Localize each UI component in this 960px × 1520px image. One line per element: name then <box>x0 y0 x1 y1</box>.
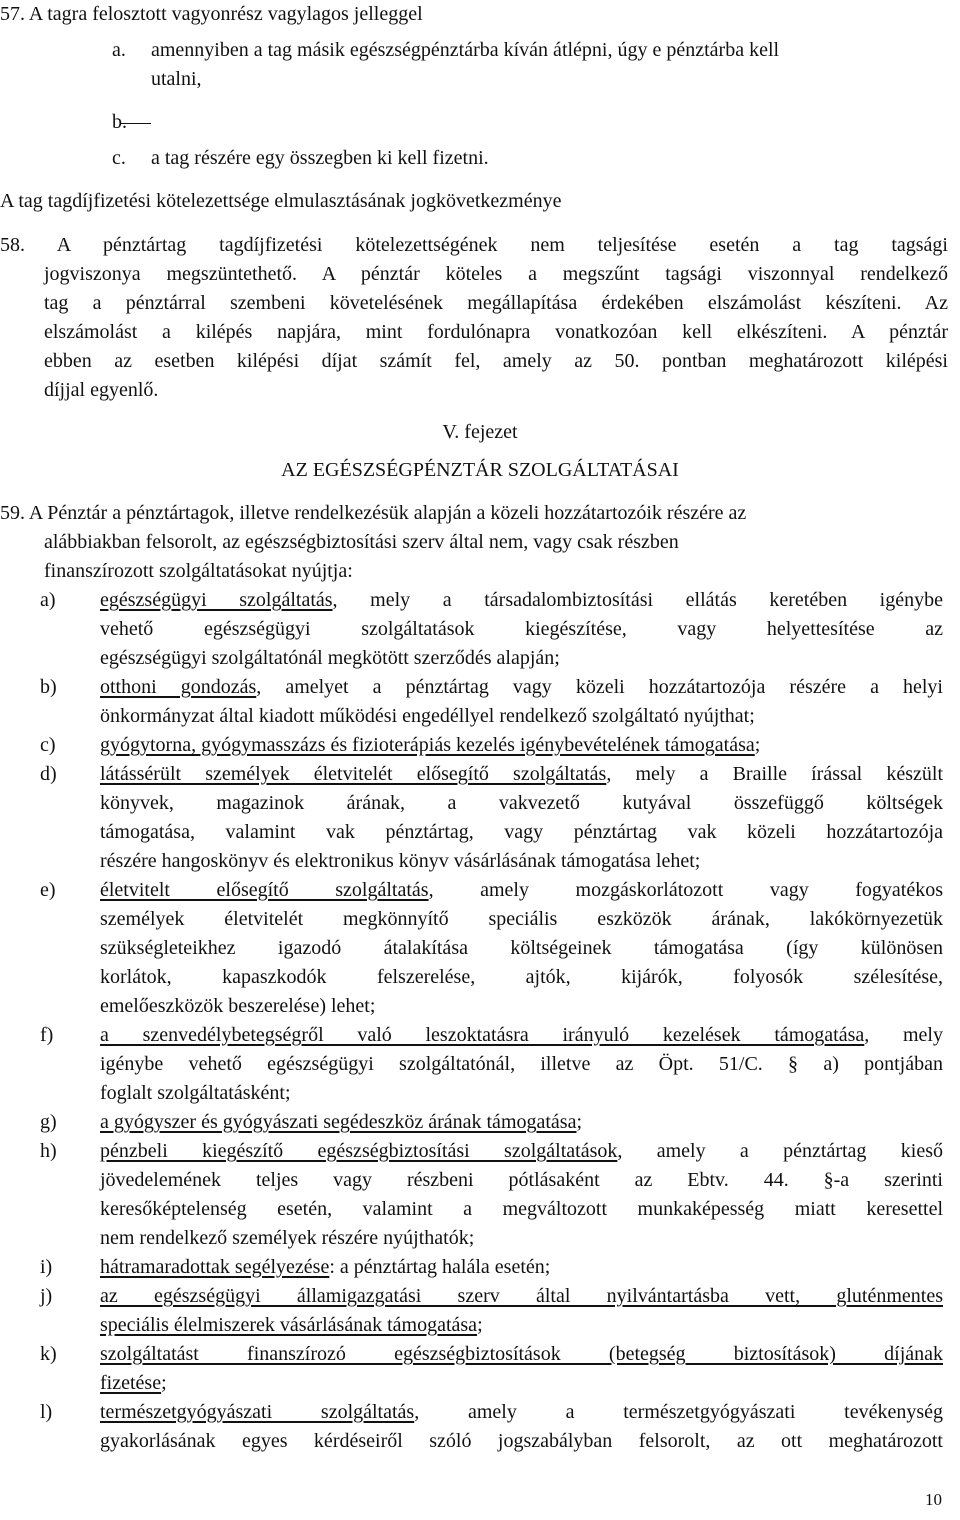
list-label-k: k) <box>40 1343 57 1365</box>
list-e-line-4: korlátok, kapaszkodók felszerelése, ajtók, kijárók, folyosók szélesítése, <box>100 966 943 988</box>
list-h-line-4: nem rendelkező személyek részére nyújthatók; <box>100 1227 475 1249</box>
list-k-line-1 <box>100 1340 943 1369</box>
list-g-text: ; <box>576 1111 583 1133</box>
list-label-i: i) <box>40 1256 53 1278</box>
list-b-text: , amelyet a pénztártag vagy közeli hozzátartozója részére a helyi <box>256 676 943 698</box>
item-58-line-5: ebben az esetben kilépési díjat számít fel, amely az 50. pontban meghatározott kilépési <box>44 350 948 372</box>
list-c-text: ; <box>754 734 761 756</box>
list-h-term: pénzbeli kiegészítő egészségbiztosítási szolgáltatások <box>100 1140 618 1162</box>
list-j-line-1 <box>100 1282 943 1311</box>
list-c-term: gyógytorna, gyógymasszázs és fizioterápiás kezelés igénybevételének támogatása <box>100 734 755 756</box>
list-label-e: e) <box>40 879 56 901</box>
chapter-title: AZ EGÉSZSÉGPÉNZTÁR SZOLGÁLTATÁSAI <box>281 459 679 481</box>
list-k-text: ; <box>161 1372 167 1394</box>
list-f-text: , mely <box>864 1024 943 1046</box>
item-57-a-line-2: utalni, <box>151 68 202 90</box>
page-number: 10 <box>925 1490 942 1509</box>
list-b-line-2: önkormányzat által kiadott működési engedéllyel rendelkező szolgáltató nyújthat; <box>100 705 755 727</box>
item-58-line-1: 58. A pénztártag tagdíjfizetési kötelezettségének nem teljesítése esetén a tag tagsági <box>0 234 948 256</box>
list-e-line-5: emelőeszközök beszerelése) lehet; <box>100 995 376 1017</box>
list-d-term: látássérült személyek életvitelét elősegítő szolgáltatás <box>100 763 607 785</box>
list-e-term: életvitelt elősegítő szolgáltatás <box>100 879 429 901</box>
list-d-line-1 <box>100 760 943 789</box>
item-57-heading: 57. A tagra felosztott vagyonrész vagylagos jelleggel <box>0 3 423 25</box>
list-h-text: , amely a pénztártag kieső <box>617 1140 943 1162</box>
list-l-line-1 <box>100 1398 943 1427</box>
list-e-text: , amely mozgáskorlátozott vagy fogyatékos <box>428 879 943 901</box>
list-k-term: szolgáltatást finanszírozó egészségbiztosítások (betegség biztosítások) díjának <box>100 1343 943 1365</box>
list-j-term: az egészségügyi államigazgatási szerv által nyilvántartásba vett, gluténmentes <box>100 1285 943 1307</box>
list-e-line-3: szükségleteikhez igazodó átalakítása költségeinek támogatása (így különösen <box>100 937 943 959</box>
list-i-text: : a pénztártag halála esetén; <box>329 1256 551 1278</box>
list-a-line-1 <box>100 586 943 615</box>
item-59-line-2: alábbiakban felsorolt, az egészségbiztosítási szerv által nem, vagy csak részben <box>44 531 679 553</box>
list-b-line-1 <box>100 673 943 702</box>
item-58-line-2: jogviszonya megszüntethető. A pénztár köteles a megszűnt tagsági viszonnyal rendelkező <box>44 263 948 285</box>
list-f-line-2: igénybe vehető egészségügyi szolgáltatónál, illetve az Öpt. 51/C. § a) pontjában <box>100 1053 943 1075</box>
item-58-line-3: tag a pénztárral szembeni követelésének megállapítása érdekében elszámolást készíteni. Az <box>44 292 948 314</box>
list-label-d: d) <box>40 763 57 785</box>
list-f-term: a szenvedélybetegségről való leszoktatásra irányuló kezelések támogatása <box>100 1024 865 1046</box>
list-d-line-2: könyvek, magazinok árának, a vakvezető kutyával összefüggő költségek <box>100 792 943 814</box>
list-l-line-2: gyakorlásának egyes kérdéseiről szóló jogszabályban felsorolt, az ott meghatározott <box>100 1430 943 1452</box>
list-b-term: otthoni gondozás <box>100 676 257 698</box>
list-label-l: l) <box>40 1401 53 1423</box>
item-58-line-6: díjjal egyenlő. <box>44 379 159 401</box>
list-e-line-1 <box>100 876 943 905</box>
list-a-term: egészségügyi szolgáltatás <box>100 589 333 611</box>
strike-dash <box>121 123 151 124</box>
list-a-line-2: vehető egészségügyi szolgáltatások kiegészítése, vagy helyettesítése az <box>100 618 943 640</box>
list-k-term-2: fizetése <box>100 1372 162 1394</box>
list-f-line-1 <box>100 1021 943 1050</box>
list-l-text: , amely a természetgyógyászati tevékenység <box>414 1401 943 1423</box>
list-a-text: , mely a társadalombiztosítási ellátás keretében igénybe <box>332 589 943 611</box>
list-c-line-1 <box>100 731 760 760</box>
list-e-line-2: személyek életvitelét megkönnyítő speciális eszközök árának, lakókörnyezetük <box>100 908 943 930</box>
item-58-line-4: elszámolást a kilépés napjára, mint fordulónapra vonatkozóan kell elkészíteni. A pénztár <box>44 321 948 343</box>
chapter-number: V. fejezet <box>442 421 518 443</box>
list-a-line-3: egészségügyi szolgáltatónál megkötött szerződés alapján; <box>100 647 560 669</box>
list-d-line-4: részére hangoskönyv és elektronikus könyv vásárlásának támogatása lehet; <box>100 850 701 872</box>
list-h-line-2: jövedelemének teljes vagy részbeni pótlásaként az Ebtv. 44. §-a szerinti <box>100 1169 943 1191</box>
item-57-a-line-1: amennyiben a tag másik egészségpénztárba kíván átlépni, úgy e pénztárba kell <box>151 39 780 61</box>
item-57-b-label: b. <box>112 111 127 133</box>
item-57-a-label: a. <box>112 39 126 61</box>
list-d-line-3: támogatása, valamint vak pénztártag, vagy pénztártag vak közeli hozzátartozója <box>100 821 943 843</box>
list-l-term: természetgyógyászati szolgáltatás <box>100 1401 415 1423</box>
list-j-text: ; <box>477 1314 483 1336</box>
item-59-line-3: finanszírozott szolgáltatásokat nyújtja: <box>44 560 353 582</box>
subheading: A tag tagdíjfizetési kötelezettsége elmulasztásának jogkövetkezménye <box>0 190 562 212</box>
list-label-j: j) <box>40 1285 53 1307</box>
item-57-b <box>112 108 151 137</box>
item-57-c-text: a tag részére egy összegben ki kell fizetni. <box>151 147 489 169</box>
list-i-line-1 <box>100 1253 550 1282</box>
item-59-line-1: 59. A Pénztár a pénztártagok, illetve rendelkezésük alapján a közeli hozzátartozóik részére az <box>0 502 747 524</box>
list-label-c: c) <box>40 734 56 756</box>
list-label-a: a) <box>40 589 56 611</box>
list-label-g: g) <box>40 1111 57 1133</box>
list-f-line-3: foglalt szolgáltatásként; <box>100 1082 291 1104</box>
list-label-f: f) <box>40 1024 54 1046</box>
list-g-line-1 <box>100 1108 582 1137</box>
list-j-line-2 <box>100 1311 483 1340</box>
list-i-term: hátramaradottak segélyezése <box>100 1256 330 1278</box>
list-k-line-2 <box>100 1369 167 1398</box>
item-57-c-label: c. <box>112 147 126 169</box>
list-d-text: , mely a Braille írással készült <box>606 763 943 785</box>
list-h-line-3: keresőképtelenség esetén, valamint a megváltozott munkaképesség miatt keresettel <box>100 1198 943 1220</box>
list-h-line-1 <box>100 1137 943 1166</box>
list-g-term: a gyógyszer és gyógyászati segédeszköz árának támogatása <box>100 1111 577 1133</box>
list-label-h: h) <box>40 1140 57 1162</box>
list-label-b: b) <box>40 676 57 698</box>
list-j-term-2: speciális élelmiszerek vásárlásának támogatása <box>100 1314 478 1336</box>
